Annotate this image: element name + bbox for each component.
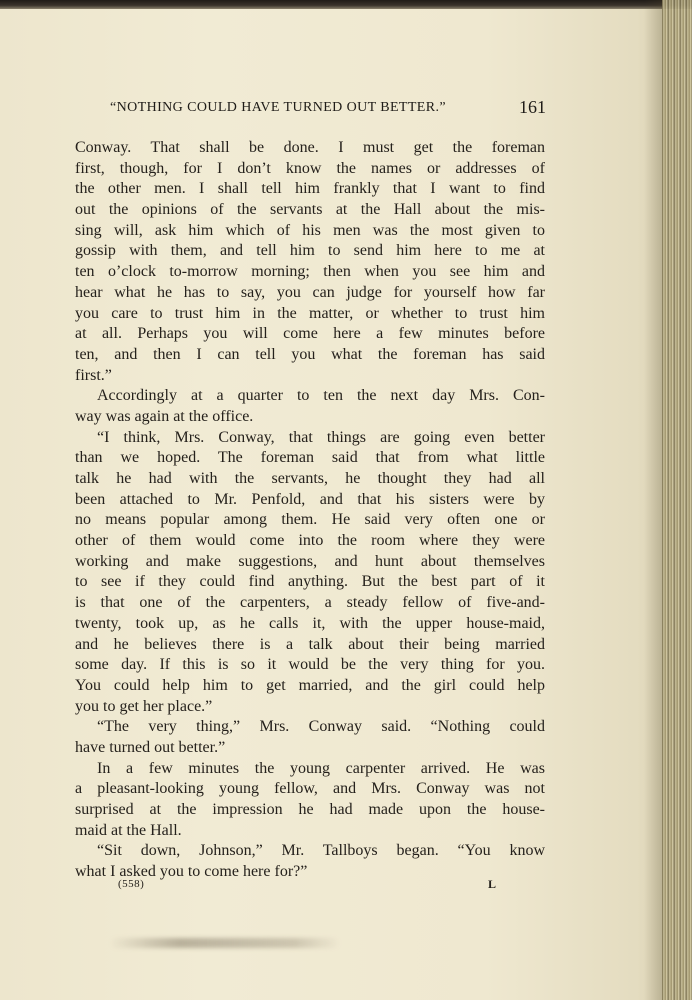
text-line: ten, and then I can tell you what the foreman has said [75, 345, 545, 363]
fore-edge-shadow [644, 0, 664, 1000]
page-smudge [110, 938, 340, 948]
text-line: way was again at the office. [75, 407, 254, 425]
text-line: maid at the Hall. [75, 821, 182, 839]
text-line: is that one of the carpenters, a steady fellow of five-and- [75, 594, 545, 612]
fore-edge-pages [662, 0, 692, 1000]
text-line: “The very thing,” Mrs. Conway said. “Nothing could [97, 718, 545, 736]
text-line: gossip with them, and tell him to send him here to me at [75, 242, 545, 260]
text-line: first, though, for I don’t know the names or addresses of [75, 159, 545, 177]
text-line: than we hoped. The foreman said that from what little [75, 449, 545, 467]
text-line: You could help him to get married, and the girl could help [75, 676, 545, 694]
text-line: twenty, took up, as he calls it, with the upper house-maid, [75, 614, 545, 632]
text-line: working and make suggestions, and hunt about themselves [75, 552, 545, 570]
text-line: and he believes there is a talk about their being married [75, 635, 545, 653]
running-head: “NOTHING COULD HAVE TURNED OUT BETTER.” [110, 100, 447, 115]
gathering-mark: L [488, 877, 497, 891]
text-line: been attached to Mr. Penfold, and that his sisters were by [75, 490, 545, 508]
text-line: first.” [75, 366, 112, 384]
printer-signature: (558) [118, 878, 145, 890]
text-line: Accordingly at a quarter to ten the next day Mrs. Con- [97, 387, 545, 405]
text-line: no means popular among them. He said very often one or [75, 511, 545, 529]
text-line: you to get her place.” [75, 697, 213, 715]
text-line: hear what he has to say, you can judge for yourself how far [75, 283, 545, 301]
text-line: at all. Perhaps you will come here a few minutes before [75, 325, 545, 343]
text-line: some day. If this is so it would be the very thing for you. [75, 656, 545, 674]
text-line: what I asked you to come here for?” [75, 863, 308, 881]
text-line: the other men. I shall tell him frankly that I want to find [75, 180, 545, 198]
page-top-edge [0, 0, 692, 9]
page-number: 161 [519, 97, 546, 117]
text-line: Conway. That shall be done. I must get the foreman [75, 139, 545, 156]
text-line: you care to trust him in the matter, or whether to trust him [75, 304, 545, 322]
body-text [75, 138, 545, 883]
text-line: a pleasant-looking young fellow, and Mrs. Conway was not [75, 780, 545, 798]
text-line: sing will, ask him which of his men was the most given to [75, 221, 545, 239]
text-line: have turned out better.” [75, 738, 226, 756]
text-line: “Sit down, Johnson,” Mr. Tallboys began. “You know [97, 842, 545, 860]
text-line: out the opinions of the servants at the Hall about the mis- [75, 201, 545, 219]
text-line: to see if they could find anything. But the best part of it [75, 573, 545, 591]
text-line: other of them would come into the room where they were [75, 532, 545, 550]
text-line: talk he had with the servants, he thought they had all [75, 470, 545, 487]
text-line: ten o’clock to-morrow morning; then when you see him and [75, 263, 545, 281]
text-line: In a few minutes the young carpenter arrived. He was [97, 759, 545, 777]
text-line: surprised at the impression he had made upon the house- [75, 801, 545, 818]
text-line: “I think, Mrs. Conway, that things are going even better [97, 428, 545, 446]
